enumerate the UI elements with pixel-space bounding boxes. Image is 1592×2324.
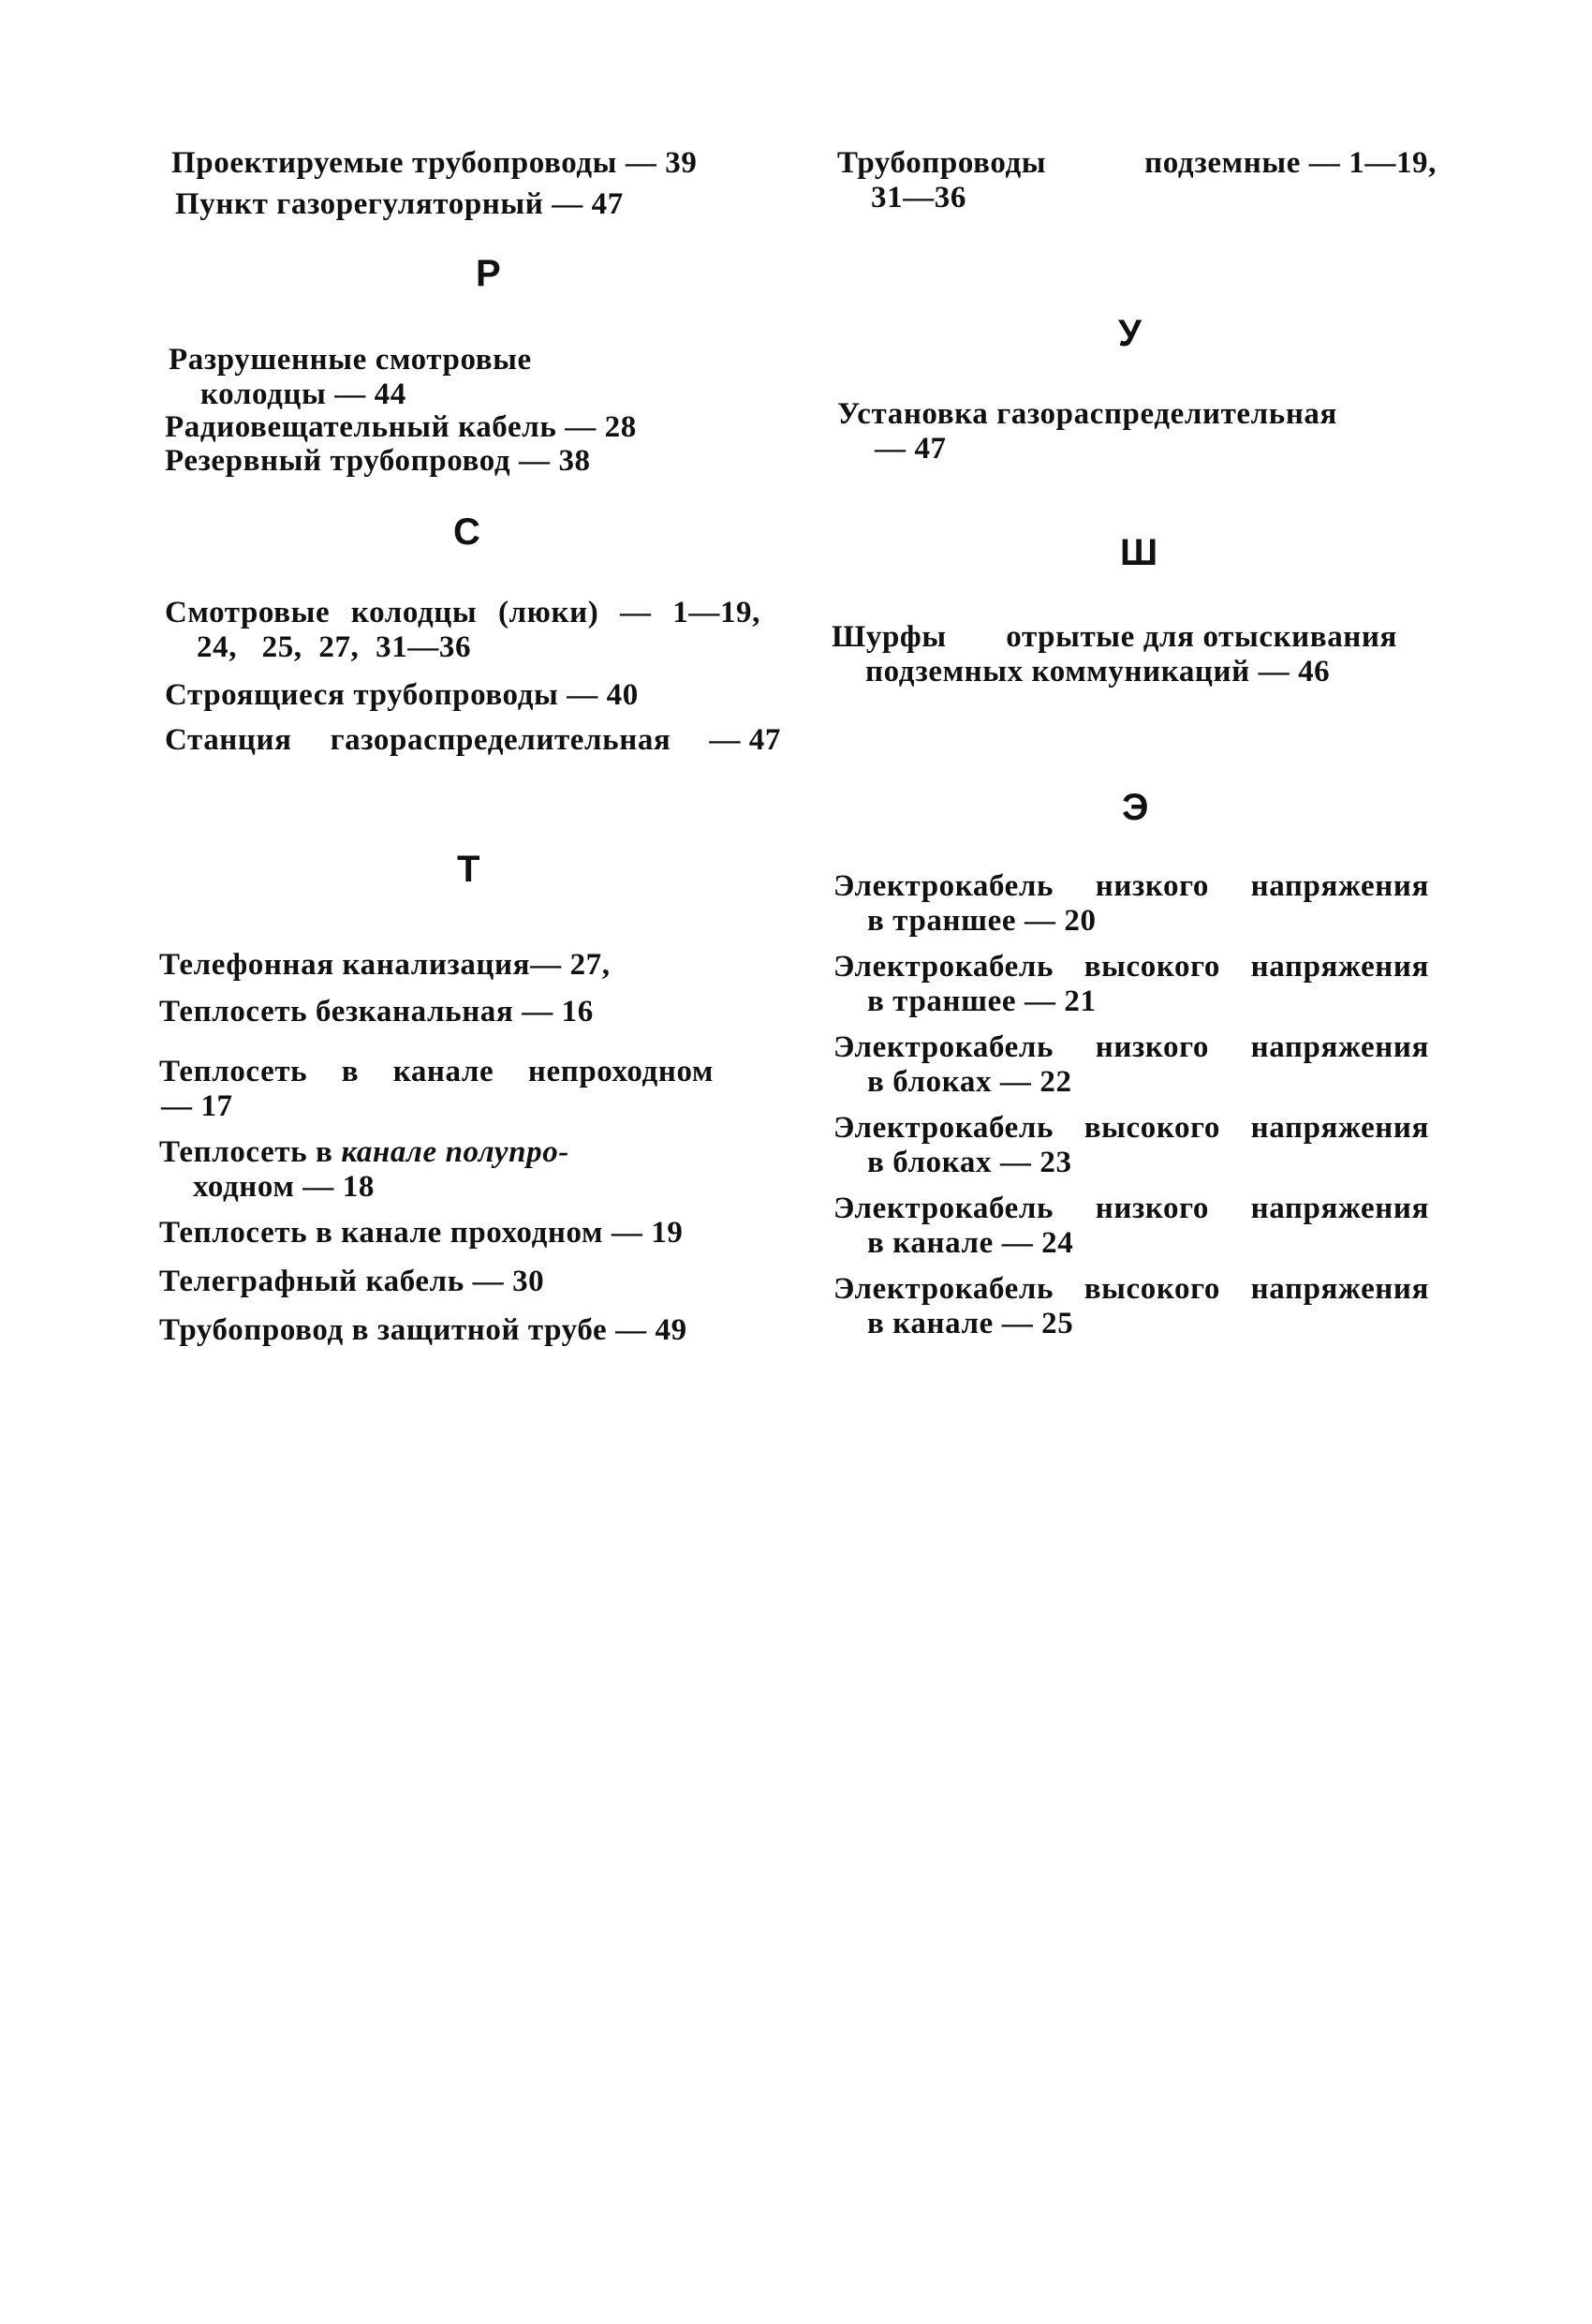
index-entry bbox=[837, 146, 1437, 215]
entry-text-justified bbox=[159, 1055, 714, 1089]
entry-text-justified bbox=[833, 1272, 1429, 1307]
index-entry bbox=[165, 678, 639, 713]
entry-continuation: в канале — 24 bbox=[867, 1226, 1074, 1260]
entry-text: Пункт газорегуляторный — 47 bbox=[175, 187, 624, 221]
entry-word: высокого bbox=[1083, 950, 1221, 984]
index-entry bbox=[165, 444, 591, 479]
index-entry bbox=[833, 869, 1429, 939]
index-entry bbox=[165, 723, 781, 758]
entry-word: непроходном bbox=[527, 1055, 714, 1088]
entry-text-justified bbox=[833, 1030, 1429, 1065]
entry-word: (люки) bbox=[497, 596, 599, 629]
index-entry bbox=[169, 343, 532, 412]
entry-text-justified bbox=[833, 1192, 1429, 1226]
entry-text: Теплосеть в канале проходном — 19 bbox=[159, 1216, 684, 1250]
entry-word: Смотровые bbox=[165, 596, 331, 629]
entry-word: Электрокабель bbox=[833, 1111, 1054, 1145]
entry-word: в bbox=[341, 1055, 360, 1088]
entry-word: Электрокабель bbox=[833, 1030, 1054, 1064]
entry-continuation: ходном — 18 bbox=[193, 1170, 375, 1204]
entry-text-justified bbox=[832, 620, 1397, 655]
entry-text-italic: канале полупро- bbox=[341, 1135, 569, 1169]
entry-word: напряжения bbox=[1250, 1111, 1429, 1145]
entry-text: Проектируемые трубопроводы — 39 bbox=[171, 146, 698, 180]
entry-word: канале bbox=[392, 1055, 494, 1088]
index-entry bbox=[832, 620, 1397, 689]
entry-text-justified bbox=[833, 1111, 1429, 1146]
entry-text-justified bbox=[833, 950, 1429, 984]
entry-text: Разрушенные смотровые bbox=[169, 343, 532, 377]
entry-text: Теплосеть безканальная — 16 bbox=[159, 995, 594, 1029]
entry-text-justified bbox=[165, 596, 760, 630]
entry-word: напряжения bbox=[1250, 1272, 1429, 1306]
section-letter-s: С bbox=[453, 511, 480, 553]
entry-word: высокого bbox=[1083, 1111, 1221, 1145]
entry-word: — 47 bbox=[709, 723, 781, 757]
entry-text-justified bbox=[165, 723, 781, 758]
index-entry bbox=[165, 596, 760, 665]
entry-word: низкого bbox=[1095, 1030, 1209, 1064]
index-entry bbox=[833, 950, 1429, 1019]
entry-word: Трубопроводы bbox=[837, 146, 1047, 180]
entry-continuation: подземных коммуникаций — 46 bbox=[865, 655, 1331, 688]
section-letter-u: У bbox=[1118, 313, 1142, 354]
entry-text: Резервный трубопровод — 38 bbox=[165, 444, 591, 478]
entry-word: колодцы bbox=[350, 596, 478, 629]
entry-word: — bbox=[619, 596, 652, 629]
index-entry bbox=[837, 397, 1337, 466]
entry-word: низкого bbox=[1095, 869, 1209, 903]
entry-word: напряжения bbox=[1250, 869, 1429, 903]
entry-text: Трубопровод в защитной трубе — 49 bbox=[159, 1313, 687, 1347]
entry-continuation: в канале — 25 bbox=[867, 1307, 1074, 1340]
index-entry bbox=[171, 146, 698, 181]
entry-continuation: 24, 25, 27, 31—36 bbox=[197, 630, 472, 664]
index-entry bbox=[833, 1192, 1429, 1261]
entry-text-plain: Теплосеть в bbox=[159, 1135, 342, 1169]
entry-continuation: в блоках — 22 bbox=[867, 1065, 1072, 1099]
entry-word: Электрокабель bbox=[833, 869, 1054, 903]
index-entry bbox=[159, 1216, 684, 1251]
index-entry bbox=[165, 410, 637, 445]
entry-continuation: 31—36 bbox=[871, 181, 966, 215]
entry-text-justified bbox=[833, 869, 1429, 904]
entry-word: низкого bbox=[1095, 1192, 1209, 1225]
entry-word: Электрокабель bbox=[833, 1192, 1054, 1225]
index-entry bbox=[159, 948, 611, 983]
entry-text: Телефонная канализация— 27, bbox=[159, 948, 611, 982]
entry-continuation: в блоках — 23 bbox=[867, 1146, 1072, 1179]
entry-word: Теплосеть bbox=[159, 1055, 308, 1088]
entry-continuation: — 17 bbox=[161, 1089, 233, 1123]
index-entry bbox=[833, 1111, 1429, 1180]
index-entry bbox=[159, 1135, 569, 1205]
index-entry bbox=[159, 1055, 714, 1124]
entry-text: Строящиеся трубопроводы — 40 bbox=[165, 678, 639, 712]
entry-word: газораспределительная bbox=[330, 723, 671, 757]
index-entry bbox=[159, 995, 594, 1029]
entry-continuation: колодцы — 44 bbox=[200, 377, 406, 411]
entry-word: Электрокабель bbox=[833, 950, 1054, 984]
index-entry bbox=[833, 1030, 1429, 1100]
entry-word: Станция bbox=[165, 723, 292, 757]
entry-text: Радиовещательный кабель — 28 bbox=[165, 410, 637, 444]
section-letter-e: Э bbox=[1122, 787, 1149, 828]
entry-word: напряжения bbox=[1250, 1030, 1429, 1064]
entry-word: отрытые для отыскивания bbox=[1006, 620, 1397, 654]
index-entry bbox=[159, 1265, 544, 1299]
index-entry bbox=[159, 1313, 687, 1348]
section-letter-sh: Ш bbox=[1120, 532, 1158, 573]
entry-word: Шурфы bbox=[832, 620, 947, 654]
entry-word: напряжения bbox=[1250, 1192, 1429, 1225]
entry-text: Телеграфный кабель — 30 bbox=[159, 1265, 545, 1298]
entry-continuation: в траншее — 20 bbox=[867, 904, 1097, 938]
entry-text: Установка газораспределительная bbox=[837, 397, 1337, 431]
entry-continuation: — 47 bbox=[875, 432, 947, 466]
entry-continuation: в траншее — 21 bbox=[867, 984, 1097, 1018]
index-entry bbox=[175, 187, 624, 222]
entry-word: 1—19, bbox=[672, 596, 760, 629]
entry-text-justified bbox=[837, 146, 1437, 181]
section-letter-t: Т bbox=[457, 849, 480, 890]
entry-word: высокого bbox=[1083, 1272, 1221, 1306]
section-letter-r: Р bbox=[476, 253, 501, 294]
entry-word: Электрокабель bbox=[833, 1272, 1054, 1306]
index-entry bbox=[833, 1272, 1429, 1341]
entry-text bbox=[159, 1135, 569, 1169]
entry-word: напряжения bbox=[1250, 950, 1429, 984]
entry-word: подземные — 1—19, bbox=[1144, 146, 1437, 180]
